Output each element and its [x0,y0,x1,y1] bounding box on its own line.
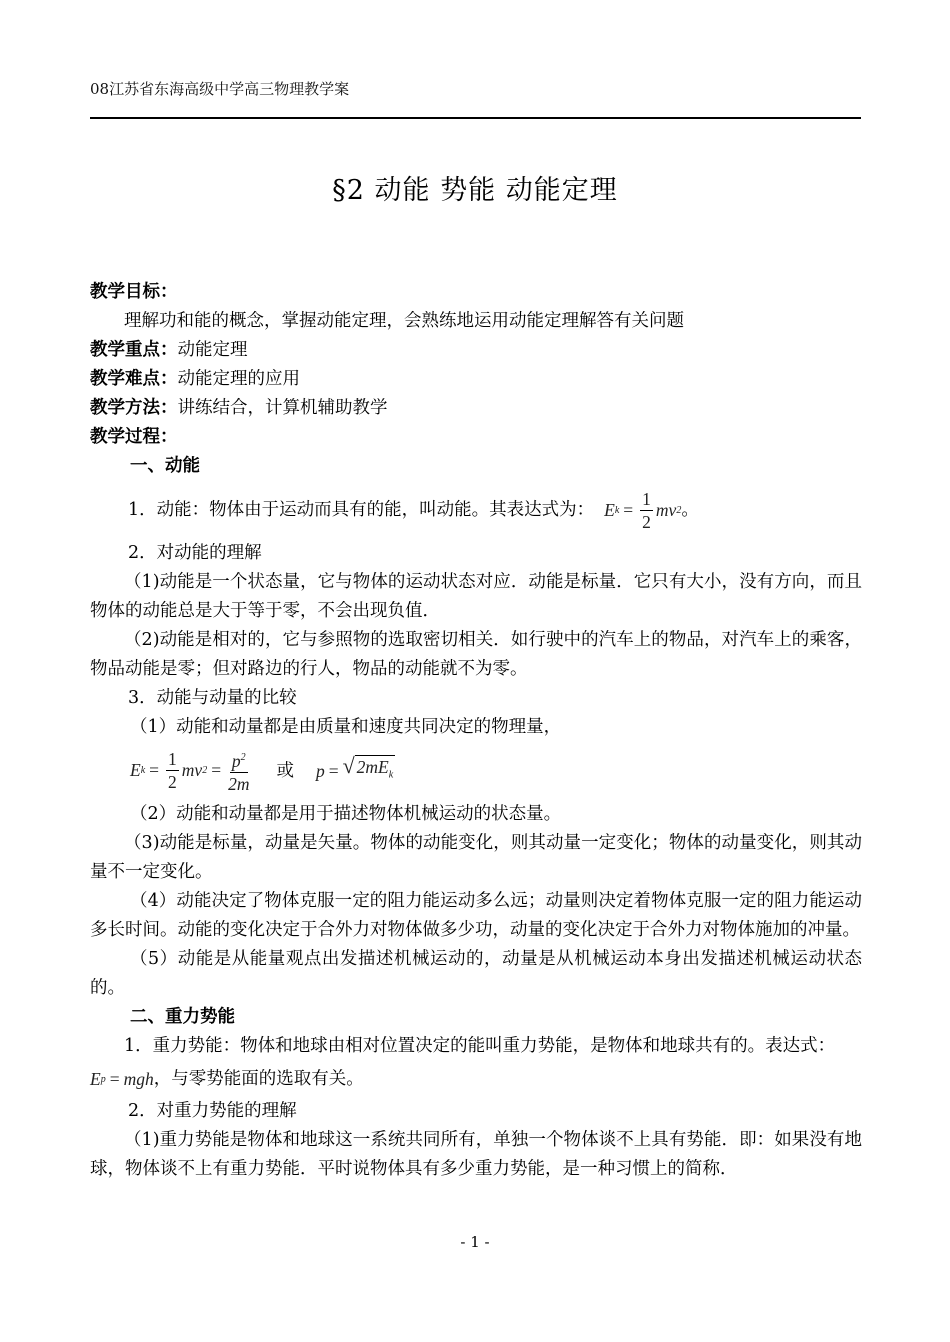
difficulty-text: 动能定理的应用 [177,369,300,389]
potential-energy-formula: E p = mgh [90,1068,154,1089]
gravitational-potential-definition: 1．重力势能：物体和地球由相对位置决定的能叫重力势能，是物体和地球共有的。表达式： [124,1036,836,1056]
paragraph: （5）动能是从能量观点出发描述机械运动的，动量是从机械运动本身出发描述机械运动状态的。 [90,949,862,998]
energy-momentum-formula: E k = $\frac{1}{2}$ mv 2 = $\frac{p^2}{2m}$ 或 p = √ $2mE_k$ [90,742,862,800]
paragraph: （1)重力势能是物体和地球这一系统共同所有，单独一个物体谈不上具有势能．即：如果没有地球，物体谈不上有重力势能．平时说物体具有多少重力势能，是一种习惯上的简称． [90,1130,862,1179]
potential-energy-formula-line: E p = mgh ，与零势能面的选取有关。 [90,1061,862,1097]
item-comparison: 3．动能与动量的比较 [128,688,297,708]
header-rule [90,117,861,119]
section1-heading: 一、动能 [130,456,200,476]
paragraph: （1）动能和动量都是由质量和速度共同决定的物理量， [130,717,562,737]
paragraph: （1)动能是一个状态量，它与物体的运动状态对应．动能是标量．它只有大小，没有方向，而且物体的动能总是大于等于零，不会出现负值． [90,572,862,621]
objectives-text: 理解功和能的概念，掌握动能定理，会熟练地运用动能定理解答有关问题 [124,311,684,331]
paragraph: （4）动能决定了物体克服一定的阻力能运动多么远；动量则决定着物体克服一定的阻力能运动多长时间。动能的变化决定于合外力对物体做多少功，动量的变化决定于合外力对物体施加的冲量。 [90,891,862,940]
paragraph: （3)动能是标量，动量是矢量。物体的动能变化，则其动量一定变化；物体的动量变化，则其动量不一定变化。 [90,833,862,882]
method-label: 教学方法： [90,398,178,418]
key-point-label: 教学重点： [90,340,178,360]
section2-heading: 二、重力势能 [130,1007,235,1027]
item-understanding: 2．对动能的理解 [128,543,262,563]
page-header: 08江苏省东海高级中学高三物理教学案 [90,80,350,98]
process-label: 教学过程： [90,427,178,447]
page-number: - 1 - [460,1233,490,1251]
or-word: 或 [276,760,294,781]
key-point-text: 动能定理 [177,340,248,360]
objectives-label: 教学目标： [90,282,178,302]
page-title: §2 动能 势能 动能定理 [332,175,618,206]
kinetic-energy-definition: 1．动能：物体由于运动而具有的能，叫动能。其表达式为： E k = $\frac{1}{2}$ mv 2 。 [128,488,699,532]
kinetic-energy-formula: E k = $\frac{1}{2}$ mv 2 [604,488,682,532]
paragraph: （2)动能是相对的，它与参照物的选取密切相关．如行驶中的汽车上的物品，对汽车上的乘客，物品动能是零；但对路边的行人，物品的动能就不为零。 [90,630,862,679]
method-text: 讲练结合，计算机辅助教学 [177,398,388,418]
item-potential-understanding: 2．对重力势能的理解 [128,1101,297,1121]
paragraph: （2）动能和动量都是用于描述物体机械运动的状态量。 [130,804,562,824]
document-body [90,278,862,1184]
difficulty-label: 教学难点： [90,369,178,389]
kinetic-energy-text: 1．动能：物体由于运动而具有的能，叫动能。其表达式为： [128,499,595,520]
